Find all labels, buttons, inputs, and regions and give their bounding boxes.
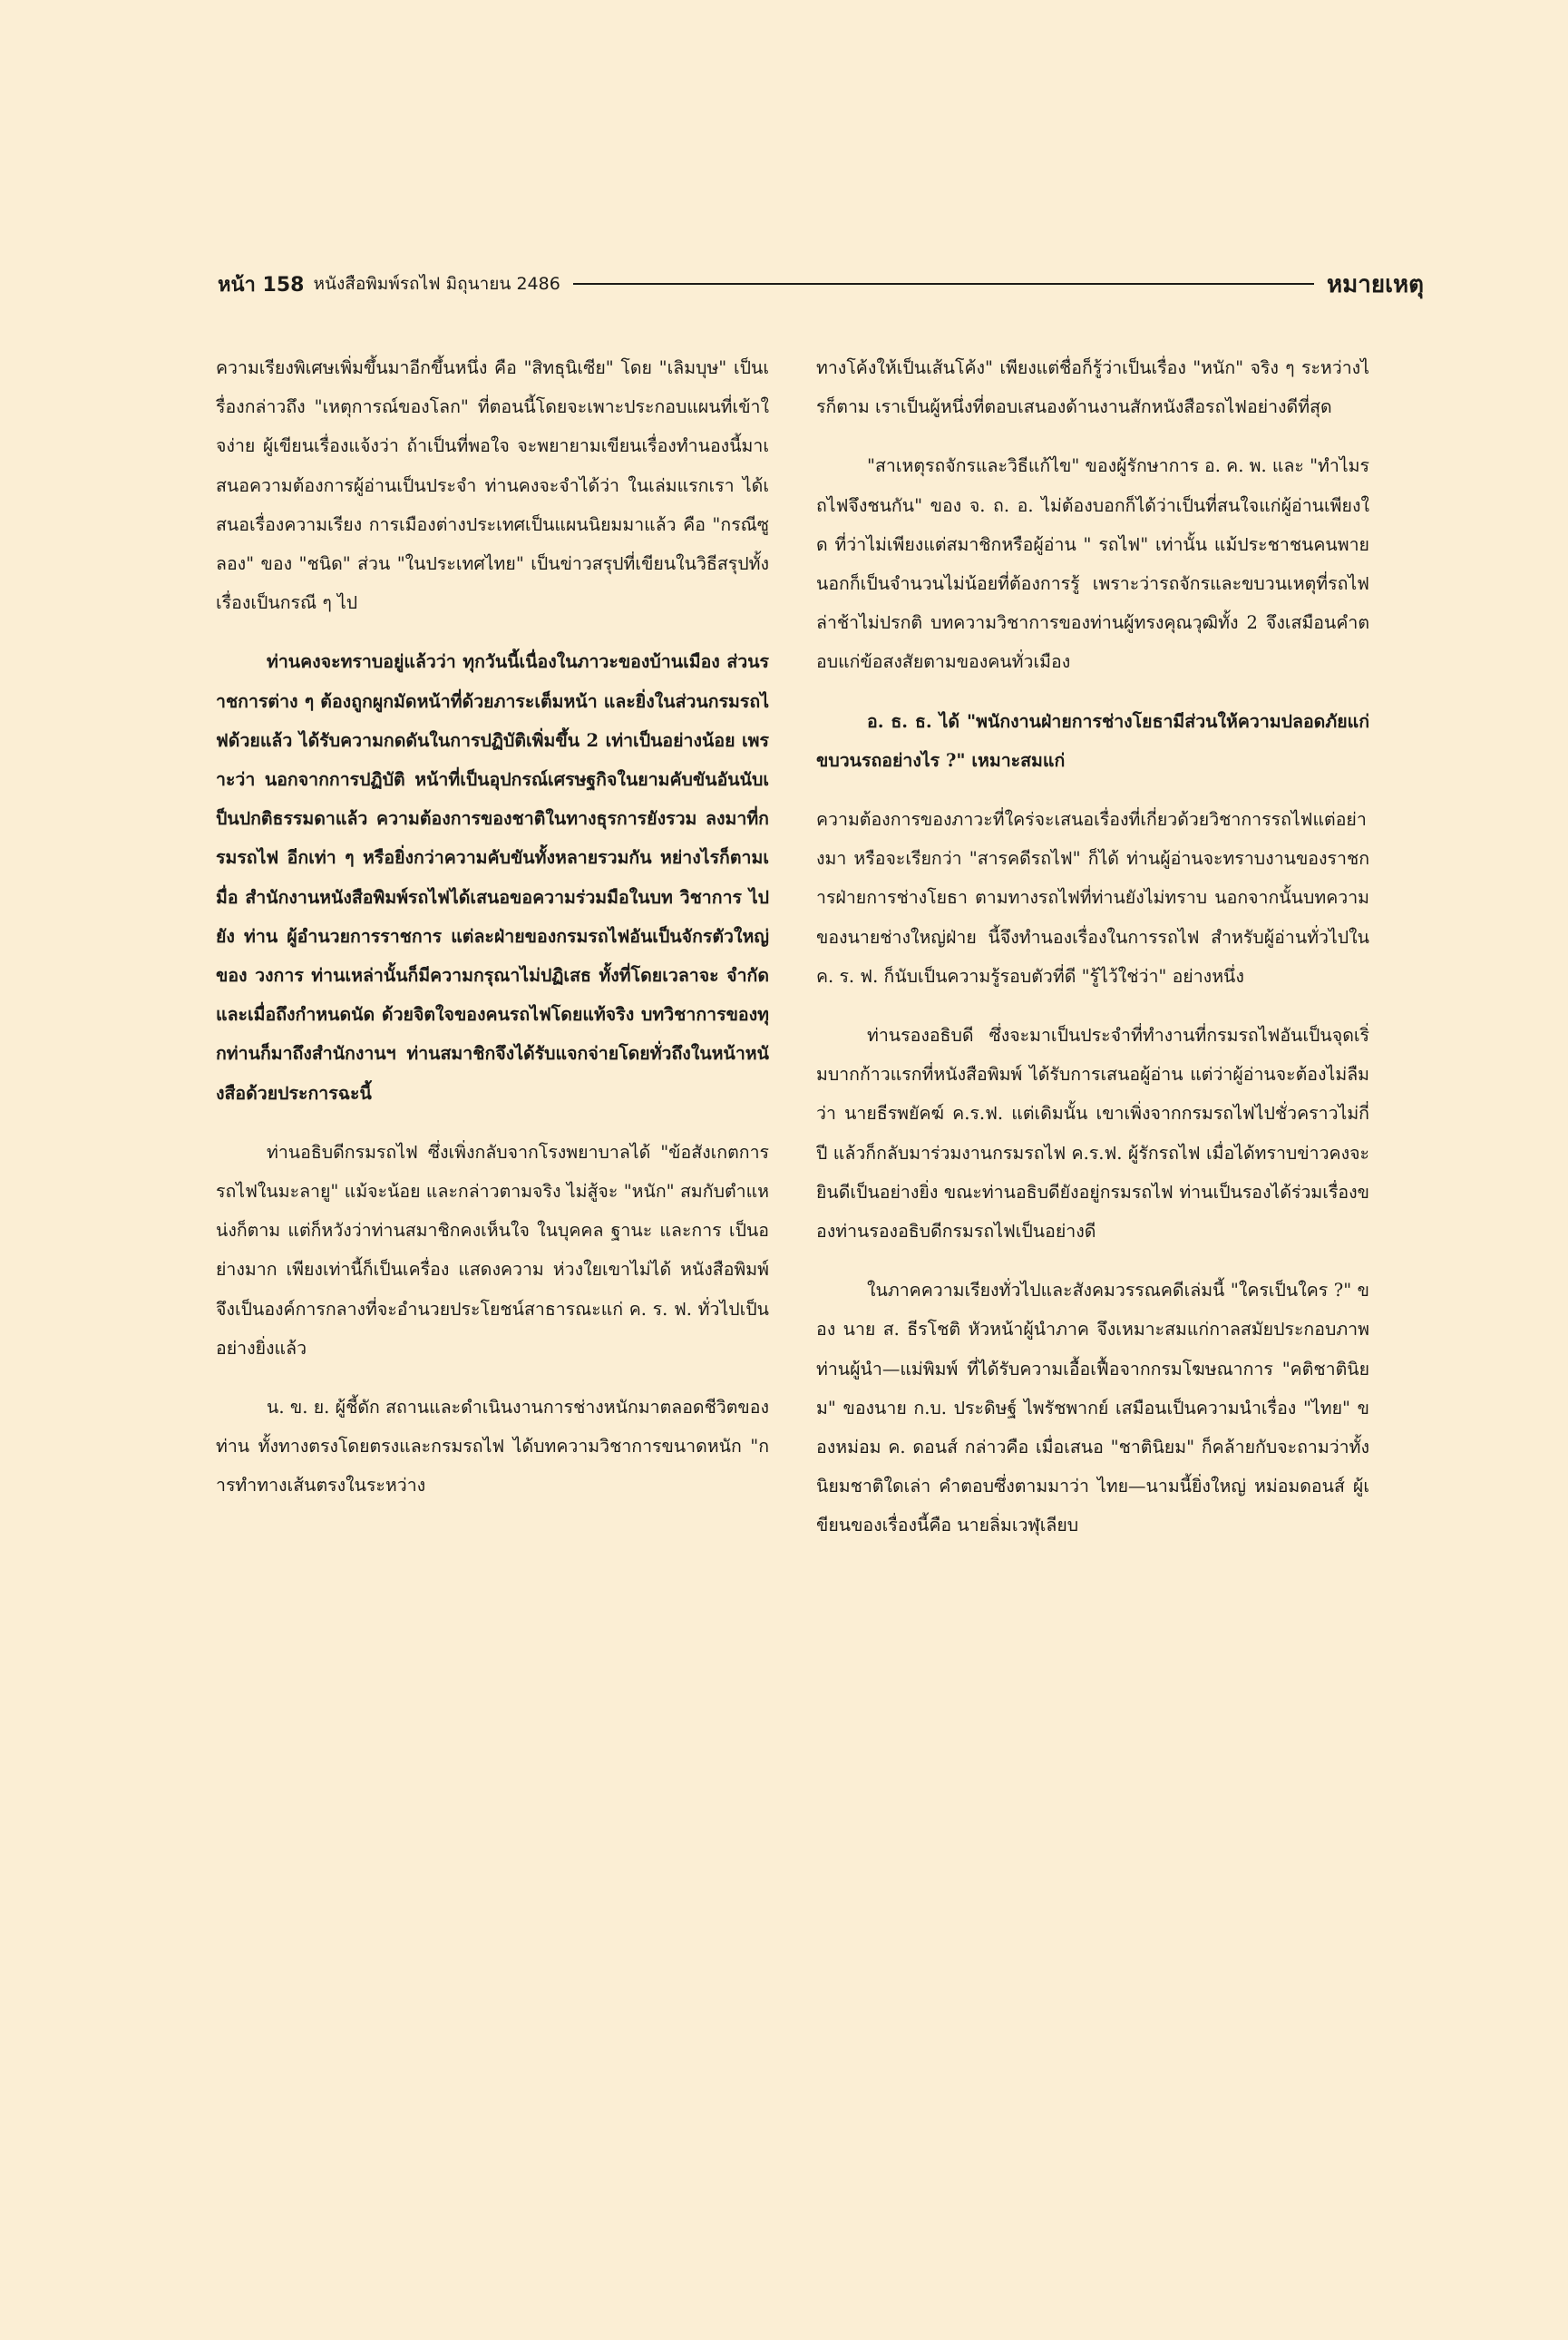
paragraph: ความต้องการของภาวะที่ใคร่จะเสนอเรื่องที่เกี่ยวด้วยวิชาการรถไฟแต่อย่างมา หรือจะเรียกว่า "สารคดีรถไฟ" ก็ได้ ท่านผู้อ่านจะทราบงานของราชการฝ่ายการช่างโยธา ตามทางรถไฟที่ท่านยังไม่ทราบ นอกจากนั้นบทความของนายช่างใหญ่ฝ่าย นี้จึงทำนองเรื่องในการรถไฟ สำหรับผู้อ่านทั่วไปใน ค. ร. ฟ. ก็นับเป็นความรู้รอบตัวที่ดี "รู้ไว้ใช่ว่า" อย่างหนึ่ง bbox=[816, 809, 1369, 987]
paragraph: ท่านคงจะทราบอยู่แล้วว่า ทุกวันนี้เนื่องในภาวะของบ้านเมือง ส่วนราชการต่าง ๆ ต้องถูกผูกมัดหน้าที่ด้วยภาระเต็มหน้า และยิ่งในส่วนกรมรถไฟด้วยแล้ว ได้รับความกดดันในการปฏิบัติเพิ่มขึ้น 2 เท่าเป็นอย่างน้อย เพราะว่า นอกจากการปฏิบัติ หน้าที่เป็นอุปกรณ์เศรษฐกิจในยามคับขันอันนับเป็นปกติธรรมดาแล้ว ความต้องการของชาติในทางธุรการยังรวม ลงมาที่กรมรถไฟ อีกเท่า ๆ หรือยิ่งกว่าความคับขันทั้งหลายรวมกัน หย่างไรก็ตามเมื่อ สำนักงานหนังสือพิมพ์รถไฟได้เสนอขอความร่วมมือในบท วิชาการ ไปยัง ท่าน ผู้อำนวยการราชการ แต่ละฝ่ายของกรมรถไฟอันเป็นจักรตัวใหญ่ของ วงการ ท่านเหล่านั้นก็มีความกรุณาไม่ปฏิเสธ ทั้งที่โดยเวลาจะ จำกัด และเมื่อถึงกำหนดนัด ด้วยจิตใจของคนรถไฟโดยแท้จริง บทวิชาการของทุกท่านก็มาถึงสำนักงานฯ ท่านสมาชิกจึงได้รับแจกจ่ายโดยทั่วถึงในหน้าหนังสือด้วยประการฉะนี้ bbox=[216, 651, 769, 1104]
right-column bbox=[816, 348, 1369, 2180]
left-column bbox=[216, 348, 769, 2180]
page-number: หน้า 158 bbox=[218, 273, 305, 297]
section-title: หมายเหตุ bbox=[1326, 270, 1424, 298]
paragraph: อ. ธ. ธ. ได้ "พนักงานฝ่ายการช่างโยธามีส่วนให้ความปลอดภัยแก่ขบวนรถอย่างไร ?" เหมาะสมแก่ bbox=[816, 710, 1369, 771]
paragraph: "สาเหตุรถจักรและวิธีแก้ไข" ของผู้รักษาการ อ. ค. พ. และ "ทำไมรถไฟจึงชนกัน" ของ จ. ถ. อ. ไม่ต้องบอกก็ได้ว่าเป็นที่สนใจแก่ผู้อ่านเพียงใด ที่ว่าไม่เพียงแต่สมาชิกหรือผู้อ่าน " รถไฟ" เท่านั้น แม้ประชาชนคนพาย นอกก็เป็นจำนวนไม่น้อยที่ต้องการรู้ เพราะว่ารถจักรและขบวนเหตุที่รถไฟล่าช้าไม่ปรกติ บทความวิชาการของท่านผู้ทรงคุณวุฒิทั้ง 2 จึงเสมือนคำตอบแก่ข้อสงสัยตามของคนทั่วเมือง bbox=[816, 455, 1369, 673]
page-header bbox=[218, 263, 1424, 305]
paragraph: ทางโค้งให้เป็นเส้นโค้ง" เพียงแต่ชื่อก็รู้ว่าเป็นเรื่อง "หนัก" จริง ๆ ระหว่างไรก็ตาม เราเป็นผู้หนึ่งที่ตอบเสนองด้านงานสักหนังสือรถไฟอย่างดีที่สุด bbox=[816, 357, 1369, 418]
header-rule bbox=[573, 283, 1314, 285]
publication-line: หนังสือพิมพ์รถไฟ มิถุนายน 2486 bbox=[313, 274, 560, 294]
paragraph: น. ข. ย. ผู้ชี้ดัก สถานและดำเนินงานการช่างหนักมาตลอดชีวิตของท่าน ทั้งทางตรงโดยตรงและกรมรถไฟ ได้บทความวิชาการขนาดหนัก "การทำทางเส้นตรงในระหว่าง bbox=[216, 1397, 769, 1497]
paragraph: ความเรียงพิเศษเพิ่มขึ้นมาอีกขึ้นหนึ่ง คือ "สิทธุนิเซีย" โดย "เลิมบุษ" เป็นเรื่องกล่าวถึง "เหตุการณ์ของโลก" ที่ตอนนี้โดยจะเพาะประกอบแผนที่เข้าใจง่าย ผู้เขียนเรื่องแจ้งว่า ถ้าเป็นที่พอใจ จะพยายามเขียนเรื่องทำนองนี้มาเสนอความต้องการผู้อ่านเป็นประจำ ท่านคงจะจำได้ว่า ในเล่มแรกเรา ได้เสนอเรื่องความเรียง การเมืองต่างประเทศเป็นแผนนิยมมาแล้ว คือ "กรณีซูลอง" ของ "ชนิด" ส่วน "ในประเทศไทย" เป็นข่าวสรุปที่เขียนในวิธีสรุปทั้งเรื่องเป็นกรณี ๆ ไป bbox=[216, 357, 769, 614]
paragraph: ในภาคความเรียงทั่วไปและสังคมวรรณคดีเล่มนี้ "ใครเป็นใคร ?" ของ นาย ส. ธีรโชติ หัวหน้าผู้นำภาค จึงเหมาะสมแก่กาลสมัยประกอบภาพ ท่านผู้นำ—แม่พิมพ์ ที่ได้รับความเอื้อเฟื้อจากกรมโฆษณาการ "คติชาตินิยม" ของนาย ก.บ. ประดิษฐ์ ไพรัชพากย์ เสมือนเป็นความนำเรื่อง "ไทย" ของหม่อม ค. ดอนส์ กล่าวคือ เมื่อเสนอ "ชาตินิยม" ก็คล้ายกับจะถามว่าทั้งนิยมชาติใดเล่า คำตอบซึ่งตามมาว่า ไทย—นามนี้ยิ่งใหญ่ หม่อมดอนส์ ผู้เขียนของเรื่องนี้คือ นายลิ่มเวฬุเลียบ bbox=[816, 1280, 1369, 1536]
paragraph: ท่านรองอธิบดี ซึ่งจะมาเป็นประจำที่ทำงานที่กรมรถไฟอันเป็นจุดเริ่มบากก้าวแรกที่หนังสือพิมพ์ ได้รับการเสนอผู้อ่าน แต่ว่าผู้อ่านจะต้องไม่ลืมว่า นายธีรพยัคฆ์ ค.ร.ฟ. แต่เดิมนั้น เขาเพิ่งจากกรมรถไฟไปชั่วคราวไม่กี่ปี แล้วก็กลับมาร่วมงานกรมรถไฟ ค.ร.ฟ. ผู้รักรถไฟ เมื่อได้ทราบข่าวคงจะยินดีเป็นอย่างยิ่ง ขณะท่านอธิบดียังอยู่กรมรถไฟ ท่านเป็นรองได้ร่วมเรื่องของท่านรองอธิบดีกรมรถไฟเป็นอย่างดี bbox=[816, 1025, 1369, 1243]
paragraph: ท่านอธิบดีกรมรถไฟ ซึ่งเพิ่งกลับจากโรงพยาบาลได้ "ข้อสังเกตการรถไฟในมะลายู" แม้จะน้อย และกล่าวตามจริง ไม่สู้จะ "หนัก" สมกับตำแหน่งก็ตาม แต่ก็หวังว่าท่านสมาชิกคงเห็นใจ ในบุคคล ฐานะ และการ เป็นอย่างมาก เพียงเท่านี้ก็เป็นเครื่อง แสดงความ ห่วงใยเขาไม่ได้ หนังสือพิมพ์ จึงเป็นองค์การกลางที่จะอำนวยประโยชน์สาธารณะแก่ ค. ร. ฟ. ทั่วไปเป็นอย่างยิ่งแล้ว bbox=[216, 1141, 769, 1359]
